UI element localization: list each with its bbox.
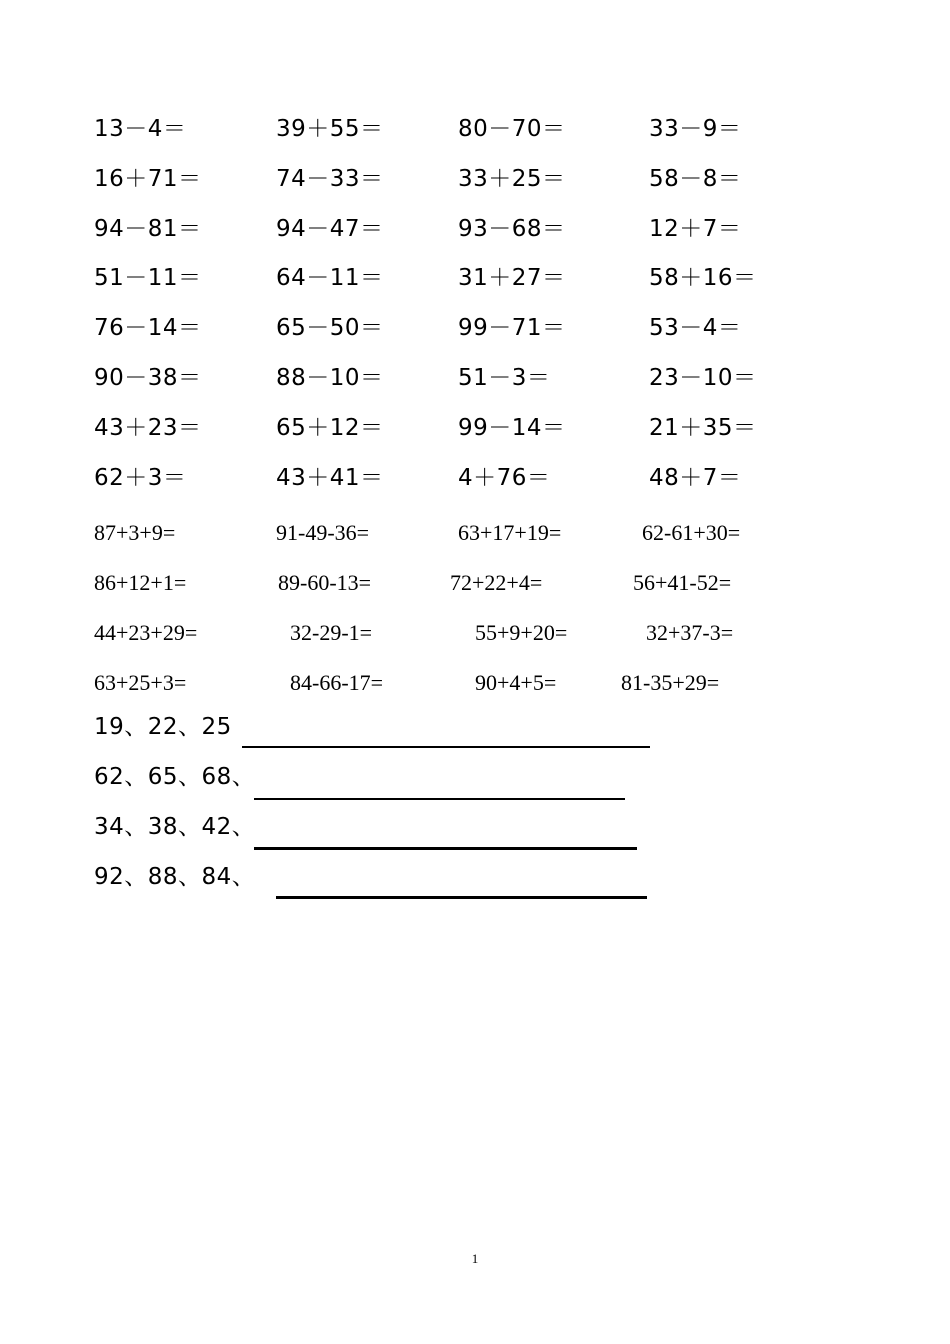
problem: 56+41-52= (633, 570, 732, 595)
problem: 21＋35＝ (649, 415, 757, 441)
answer-line[interactable] (276, 896, 647, 899)
answer-line[interactable] (254, 847, 637, 850)
problem: 94－47＝ (276, 216, 384, 242)
problem: 13－4＝ (94, 116, 187, 142)
problem: 86+12+1= (94, 570, 187, 595)
problem: 87+3+9= (94, 520, 176, 545)
problem: 58＋16＝ (649, 265, 757, 291)
problem: 99－14＝ (458, 415, 566, 441)
problem: 33－9＝ (649, 116, 742, 142)
problem: 51－3＝ (458, 365, 551, 391)
problem: 64－11＝ (276, 265, 384, 291)
problem: 72+22+4= (450, 570, 543, 595)
problem: 90－38＝ (94, 365, 202, 391)
answer-line[interactable] (254, 798, 625, 800)
problem: 33＋25＝ (458, 166, 566, 192)
problem: 63+25+3= (94, 670, 187, 695)
answer-line[interactable] (242, 746, 650, 748)
problem: 31＋27＝ (458, 265, 566, 291)
problem: 39＋55＝ (276, 116, 384, 142)
page-number: 1 (471, 1251, 479, 1266)
problem: 90+4+5= (475, 670, 557, 695)
problem: 16＋71＝ (94, 166, 202, 192)
problem: 88－10＝ (276, 365, 384, 391)
problem: 43＋41＝ (276, 465, 384, 491)
problem: 99－71＝ (458, 315, 566, 341)
sequence-prompt: 19、22、25 (94, 714, 232, 740)
problem: 89-60-13= (278, 570, 372, 595)
problem: 62＋3＝ (94, 465, 187, 491)
problem: 4＋76＝ (458, 465, 551, 491)
problem: 63+17+19= (458, 520, 562, 545)
problem: 80－70＝ (458, 116, 566, 142)
problem: 48＋7＝ (649, 465, 742, 491)
sequence-prompt: 34、38、42、 (94, 814, 256, 840)
problem: 93－68＝ (458, 216, 566, 242)
sequence-prompt: 92、88、84、 (94, 864, 256, 890)
problem: 12＋7＝ (649, 216, 742, 242)
problem: 32+37-3= (646, 620, 734, 645)
problem: 32-29-1= (290, 620, 373, 645)
problem: 53－4＝ (649, 315, 742, 341)
problem: 55+9+20= (475, 620, 568, 645)
problem: 65＋12＝ (276, 415, 384, 441)
problem: 44+23+29= (94, 620, 198, 645)
problem: 74－33＝ (276, 166, 384, 192)
problem: 51－11＝ (94, 265, 202, 291)
problem: 91-49-36= (276, 520, 370, 545)
problem: 84-66-17= (290, 670, 384, 695)
problem: 76－14＝ (94, 315, 202, 341)
problem: 81-35+29= (621, 670, 720, 695)
problem: 65－50＝ (276, 315, 384, 341)
problem: 62-61+30= (642, 520, 741, 545)
problem: 58－8＝ (649, 166, 742, 192)
problem: 43＋23＝ (94, 415, 202, 441)
problem: 94－81＝ (94, 216, 202, 242)
sequence-prompt: 62、65、68、 (94, 764, 256, 790)
problem: 23－10＝ (649, 365, 757, 391)
